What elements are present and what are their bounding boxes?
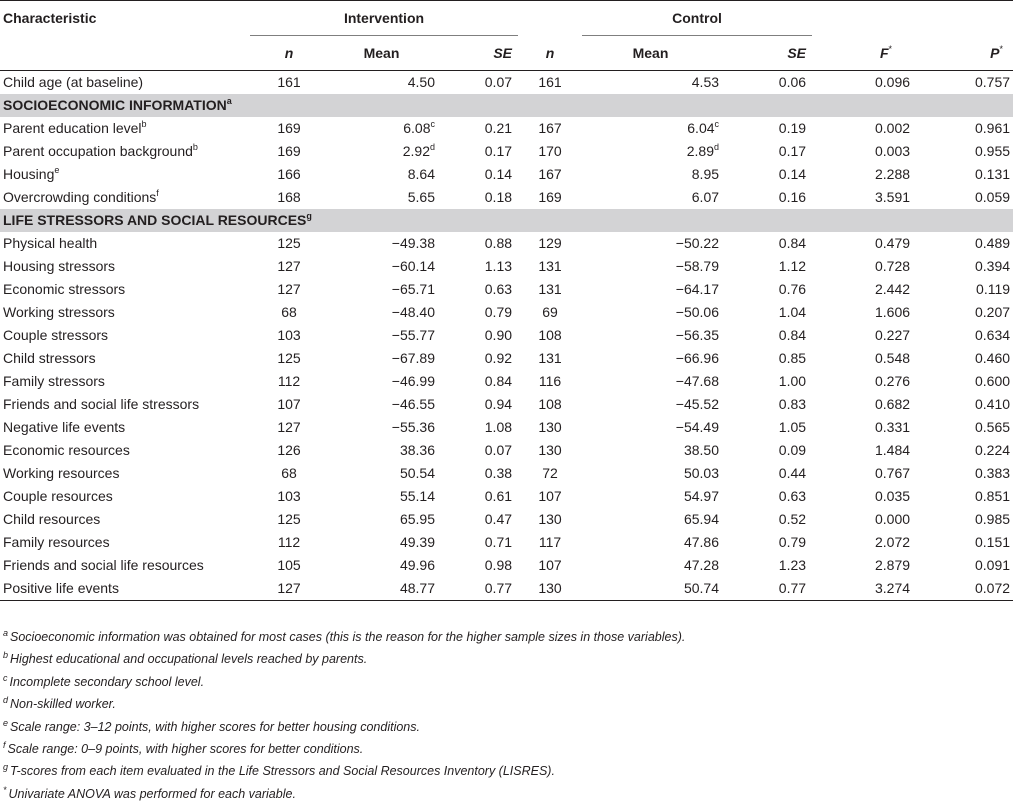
- intervention-se-cell: 0.21: [484, 120, 513, 136]
- col-header-intervention-n: n: [250, 36, 328, 71]
- footnote: $^d$ Non-skilled worker.: [3, 695, 116, 712]
- row-label: Positive life events: [0, 577, 250, 601]
- control-se-cell: 0.44: [778, 465, 807, 481]
- control-n-cell: 169: [538, 189, 562, 205]
- control-se-cell: 0.76: [778, 281, 807, 297]
- col-header-characteristic: Characteristic: [0, 1, 250, 36]
- control-se-cell: 1.12: [778, 258, 807, 274]
- col-header-p: P*: [912, 36, 1013, 71]
- intervention-n-cell: 112: [277, 534, 301, 550]
- row-label: Child stressors: [3, 350, 96, 366]
- control-se-cell: 0.85: [778, 350, 807, 366]
- row-label: Friends and social life stressors: [3, 396, 200, 412]
- intervention-se-cell: 0.38: [484, 465, 513, 481]
- intervention-se-cell: 0.18: [484, 189, 513, 205]
- table-body: [0, 71, 1013, 601]
- f-cell: 0.003: [874, 143, 911, 159]
- control-n-cell: 130: [538, 442, 562, 458]
- table-row: [0, 232, 1013, 255]
- col-group-intervention: Intervention: [250, 1, 518, 36]
- control-se-cell: 0.83: [778, 396, 807, 412]
- control-se-cell: 1.23: [778, 557, 807, 573]
- p-cell: 0.151: [974, 534, 1011, 550]
- f-cell: 0.002: [874, 120, 911, 136]
- intervention-mean-cell: 55.14: [399, 488, 435, 504]
- col-header-intervention-mean: Mean: [328, 36, 438, 71]
- intervention-se-cell: 0.90: [484, 327, 513, 343]
- control-se-cell: 0.63: [778, 488, 807, 504]
- f-cell: 1.606: [874, 304, 911, 320]
- row-label: Economic stressors: [3, 281, 126, 297]
- control-mean-cell: 65.94: [683, 511, 720, 527]
- control-mean-cell: −66.96: [675, 350, 720, 366]
- control-n-cell: 130: [538, 511, 562, 527]
- f-cell: 0.767: [874, 465, 911, 481]
- control-se-cell: 1.00: [778, 373, 807, 389]
- intervention-mean-cell: −49.38: [391, 235, 435, 251]
- intervention-n-cell: 127: [277, 419, 301, 435]
- p-cell: 0.091: [974, 557, 1011, 573]
- control-n-cell: 130: [518, 577, 582, 601]
- control-n-cell: 69: [542, 304, 558, 320]
- table-row: [0, 140, 1013, 163]
- footnote: $^b$ Highest educational and occupational levels reached by parents.: [3, 650, 368, 667]
- intervention-n-cell: 125: [277, 235, 301, 251]
- f-cell: 0.276: [874, 373, 911, 389]
- intervention-se-cell: 0.88: [484, 235, 513, 251]
- section-header: [0, 94, 1013, 117]
- f-cell: 0.227: [874, 327, 911, 343]
- footnote: $^f$ Scale range: 0–9 points, with higher scores for better conditions.: [3, 740, 364, 757]
- intervention-mean-cell: 4.50: [407, 74, 435, 90]
- intervention-mean-cell: −55.36: [391, 419, 435, 435]
- control-n-cell: 72: [542, 465, 558, 481]
- control-n-cell: 167: [538, 166, 562, 182]
- row-label: Overcrowding conditions$^f$: [3, 188, 159, 205]
- p-cell: 0.059: [974, 189, 1011, 205]
- control-n-cell: 130: [538, 419, 562, 435]
- intervention-n-cell: 161: [277, 74, 301, 90]
- p-cell: 0.851: [974, 488, 1011, 504]
- intervention-n-cell: 68: [281, 304, 297, 320]
- row-label: Parent occupation background$^b$: [3, 142, 198, 159]
- control-se-cell: 0.84: [778, 327, 807, 343]
- table-row: [0, 393, 1013, 416]
- table-row: [0, 255, 1013, 278]
- f-cell: 3.591: [874, 189, 911, 205]
- intervention-se-cell: 0.14: [484, 166, 513, 182]
- control-mean-cell: 47.86: [683, 534, 720, 550]
- control-se-cell: 0.79: [778, 534, 807, 550]
- row-label: Parent education level$^b$: [3, 119, 147, 136]
- intervention-se-cell: 0.17: [484, 143, 513, 159]
- f-cell: 1.484: [874, 442, 911, 458]
- intervention-se-cell: 0.77: [438, 577, 518, 601]
- table-row: [0, 163, 1013, 186]
- intervention-mean-cell: −48.40: [391, 304, 435, 320]
- control-se-cell: 0.06: [778, 74, 807, 90]
- intervention-mean-cell: −46.55: [391, 396, 435, 412]
- col-header-control-mean: Mean: [582, 36, 722, 71]
- f-cell: 0.000: [874, 511, 911, 527]
- table-row: [0, 485, 1013, 508]
- p-cell: 0.600: [974, 373, 1011, 389]
- intervention-mean-cell: 48.77: [328, 577, 438, 601]
- col-group-control: Control: [582, 1, 812, 36]
- control-mean-cell: −50.06: [675, 304, 720, 320]
- row-label: Couple resources: [3, 488, 113, 504]
- p-cell: 0.489: [974, 235, 1011, 251]
- intervention-n-cell: 125: [277, 511, 301, 527]
- control-mean-cell: −50.22: [675, 235, 720, 251]
- intervention-n-cell: 166: [277, 166, 301, 182]
- intervention-mean-cell: −65.71: [391, 281, 435, 297]
- f-cell: 2.442: [874, 281, 911, 297]
- intervention-se-cell: 0.92: [484, 350, 513, 366]
- control-mean-cell: 38.50: [683, 442, 720, 458]
- intervention-n-cell: 103: [277, 327, 301, 343]
- intervention-se-cell: 0.61: [484, 488, 513, 504]
- row-label: Friends and social life resources: [3, 557, 204, 573]
- control-mean-cell: −47.68: [675, 373, 720, 389]
- intervention-mean-cell: 50.54: [399, 465, 435, 481]
- f-cell: 2.288: [874, 166, 911, 182]
- p-cell: 0.955: [974, 143, 1011, 159]
- control-se-cell: 0.16: [778, 189, 807, 205]
- intervention-se-cell: 0.63: [484, 281, 513, 297]
- control-n-cell: 108: [538, 327, 562, 343]
- p-cell: 0.224: [974, 442, 1011, 458]
- table-row: [0, 531, 1013, 554]
- control-se-cell: 0.19: [778, 120, 807, 136]
- intervention-mean-cell: 6.08$^c$: [403, 119, 435, 136]
- f-cell: 0.479: [874, 235, 911, 251]
- row-label: Housing$^e$: [3, 165, 60, 182]
- intervention-n-cell: 103: [277, 488, 301, 504]
- p-cell: 0.394: [974, 258, 1011, 274]
- section-label: SOCIOECONOMIC INFORMATION$^a$: [0, 94, 1013, 117]
- f-cell: 0.035: [874, 488, 911, 504]
- footnote: $^g$ T-scores from each item evaluated in the Life Stressors and Social Resources Inventory (LISRES).: [3, 762, 555, 779]
- p-cell: 0.131: [974, 166, 1011, 182]
- f-cell: 0.728: [874, 258, 911, 274]
- control-n-cell: 161: [538, 74, 562, 90]
- intervention-mean-cell: 5.65: [407, 189, 435, 205]
- control-mean-cell: −56.35: [675, 327, 720, 343]
- intervention-n-cell: 126: [277, 442, 301, 458]
- p-cell: 0.119: [976, 281, 1011, 297]
- intervention-n-cell: 112: [277, 373, 301, 389]
- p-cell: 0.072: [912, 577, 1013, 601]
- p-cell: 0.757: [974, 74, 1011, 90]
- col-header-f: F*: [812, 36, 912, 71]
- intervention-n-cell: 105: [277, 557, 301, 573]
- col-header-intervention-se: SE: [438, 36, 518, 71]
- control-mean-cell: 50.03: [683, 465, 720, 481]
- p-cell: 0.565: [974, 419, 1011, 435]
- f-cell: 3.274: [812, 577, 912, 601]
- p-cell: 0.460: [974, 350, 1011, 366]
- intervention-n-cell: 169: [277, 143, 301, 159]
- f-cell: 0.682: [874, 396, 911, 412]
- f-cell: 0.096: [874, 74, 911, 90]
- control-mean-cell: 2.89$^d$: [686, 142, 720, 159]
- p-cell: 0.383: [974, 465, 1011, 481]
- table-row: [0, 439, 1013, 462]
- control-se-cell: 0.17: [778, 143, 807, 159]
- control-n-cell: 167: [538, 120, 562, 136]
- table-row: [0, 324, 1013, 347]
- table-row: [0, 508, 1013, 531]
- intervention-se-cell: 0.07: [484, 442, 513, 458]
- table-row: [0, 416, 1013, 439]
- row-label: Housing stressors: [3, 258, 116, 274]
- control-n-cell: 107: [538, 488, 562, 504]
- intervention-mean-cell: −46.99: [391, 373, 435, 389]
- header-row-groups: [0, 1, 1013, 36]
- intervention-n-cell: 127: [277, 258, 301, 274]
- intervention-mean-cell: 38.36: [399, 442, 435, 458]
- control-mean-cell: 4.53: [691, 74, 720, 90]
- col-header-control-se: SE: [722, 36, 812, 71]
- control-n-cell: 129: [538, 235, 562, 251]
- table-row: [0, 347, 1013, 370]
- intervention-mean-cell: −60.14: [391, 258, 435, 274]
- control-n-cell: 117: [538, 534, 562, 550]
- control-mean-cell: −54.49: [675, 419, 720, 435]
- intervention-mean-cell: 49.39: [399, 534, 435, 550]
- row-label: Child resources: [3, 511, 101, 527]
- row-label: Working stressors: [3, 304, 115, 320]
- intervention-se-cell: 0.94: [484, 396, 513, 412]
- control-mean-cell: 6.04$^c$: [687, 119, 720, 136]
- intervention-mean-cell: 8.64: [407, 166, 435, 182]
- control-se-cell: 1.04: [778, 304, 807, 320]
- intervention-se-cell: 0.71: [484, 534, 513, 550]
- footnote: $^e$ Scale range: 3–12 points, with higher scores for better housing conditions.: [3, 717, 420, 734]
- control-mean-cell: 6.07: [691, 189, 720, 205]
- intervention-n-cell: 127: [250, 577, 328, 601]
- footnotes: [3, 626, 1008, 805]
- intervention-n-cell: 168: [277, 189, 301, 205]
- p-cell: 0.634: [974, 327, 1011, 343]
- table-row: [0, 554, 1013, 577]
- section-label: LIFE STRESSORS AND SOCIAL RESOURCES$^g$: [0, 209, 1013, 232]
- intervention-mean-cell: 2.92$^d$: [402, 142, 435, 159]
- intervention-n-cell: 125: [277, 350, 301, 366]
- control-n-cell: 131: [538, 350, 562, 366]
- control-mean-cell: 54.97: [683, 488, 720, 504]
- table-row: [0, 117, 1013, 140]
- intervention-n-cell: 107: [277, 396, 301, 412]
- table-row-baseline: [0, 71, 1013, 95]
- header-row-columns: [0, 36, 1013, 71]
- row-label: Working resources: [3, 465, 120, 481]
- intervention-mean-cell: 49.96: [399, 557, 435, 573]
- footnote: * Univariate ANOVA was performed for each variable.: [3, 784, 296, 801]
- intervention-mean-cell: −67.89: [391, 350, 435, 366]
- intervention-se-cell: 0.07: [484, 74, 513, 90]
- intervention-n-cell: 127: [277, 281, 301, 297]
- table-row: [0, 462, 1013, 485]
- intervention-mean-cell: 65.95: [399, 511, 435, 527]
- control-n-cell: 107: [538, 557, 562, 573]
- control-n-cell: 131: [538, 258, 562, 274]
- intervention-se-cell: 1.08: [484, 419, 513, 435]
- table-row: [0, 278, 1013, 301]
- control-se-cell: 1.05: [778, 419, 807, 435]
- row-label: Couple stressors: [3, 327, 109, 343]
- table-row: [0, 301, 1013, 324]
- control-mean-cell: −58.79: [675, 258, 720, 274]
- control-mean-cell: 8.95: [691, 166, 720, 182]
- control-se-cell: 0.14: [778, 166, 807, 182]
- control-se-cell: 0.52: [778, 511, 807, 527]
- intervention-se-cell: 1.13: [484, 258, 513, 274]
- footnote: $^c$ Incomplete secondary school level.: [3, 672, 205, 689]
- control-n-cell: 116: [538, 373, 562, 389]
- intervention-se-cell: 0.79: [484, 304, 513, 320]
- row-label: Family resources: [3, 534, 110, 550]
- f-cell: 0.548: [874, 350, 911, 366]
- intervention-se-cell: 0.47: [484, 511, 513, 527]
- intervention-n-cell: 169: [277, 120, 301, 136]
- p-cell: 0.985: [974, 511, 1011, 527]
- table-row: [0, 186, 1013, 209]
- control-se-cell: 0.77: [722, 577, 812, 601]
- f-cell: 2.072: [874, 534, 911, 550]
- intervention-se-cell: 0.84: [484, 373, 513, 389]
- section-header: [0, 209, 1013, 232]
- control-n-cell: 170: [538, 143, 562, 159]
- f-cell: 2.879: [874, 557, 911, 573]
- control-mean-cell: 50.74: [582, 577, 722, 601]
- control-mean-cell: 47.28: [683, 557, 720, 573]
- control-se-cell: 0.09: [778, 442, 807, 458]
- p-cell: 0.961: [974, 120, 1011, 136]
- footnote: $^a$ Socioeconomic information was obtained for most cases (this is the reason for the higher sample sizes in those variables).: [3, 628, 686, 644]
- intervention-se-cell: 0.98: [484, 557, 513, 573]
- p-cell: 0.410: [974, 396, 1011, 412]
- control-se-cell: 0.84: [778, 235, 807, 251]
- control-mean-cell: −45.52: [675, 396, 720, 412]
- table-row: [0, 577, 1013, 601]
- table-row: [0, 370, 1013, 393]
- row-label: Family stressors: [3, 373, 105, 389]
- control-n-cell: 108: [538, 396, 562, 412]
- intervention-n-cell: 68: [281, 465, 297, 481]
- control-mean-cell: −64.17: [675, 281, 720, 297]
- p-cell: 0.207: [974, 304, 1011, 320]
- control-n-cell: 131: [538, 281, 562, 297]
- intervention-mean-cell: −55.77: [391, 327, 435, 343]
- f-cell: 0.331: [874, 419, 911, 435]
- row-label: Child age (at baseline): [3, 74, 144, 90]
- row-label: Physical health: [3, 235, 98, 251]
- row-label: Negative life events: [3, 419, 126, 435]
- row-label: Economic resources: [3, 442, 130, 458]
- col-header-control-n: n: [518, 36, 582, 71]
